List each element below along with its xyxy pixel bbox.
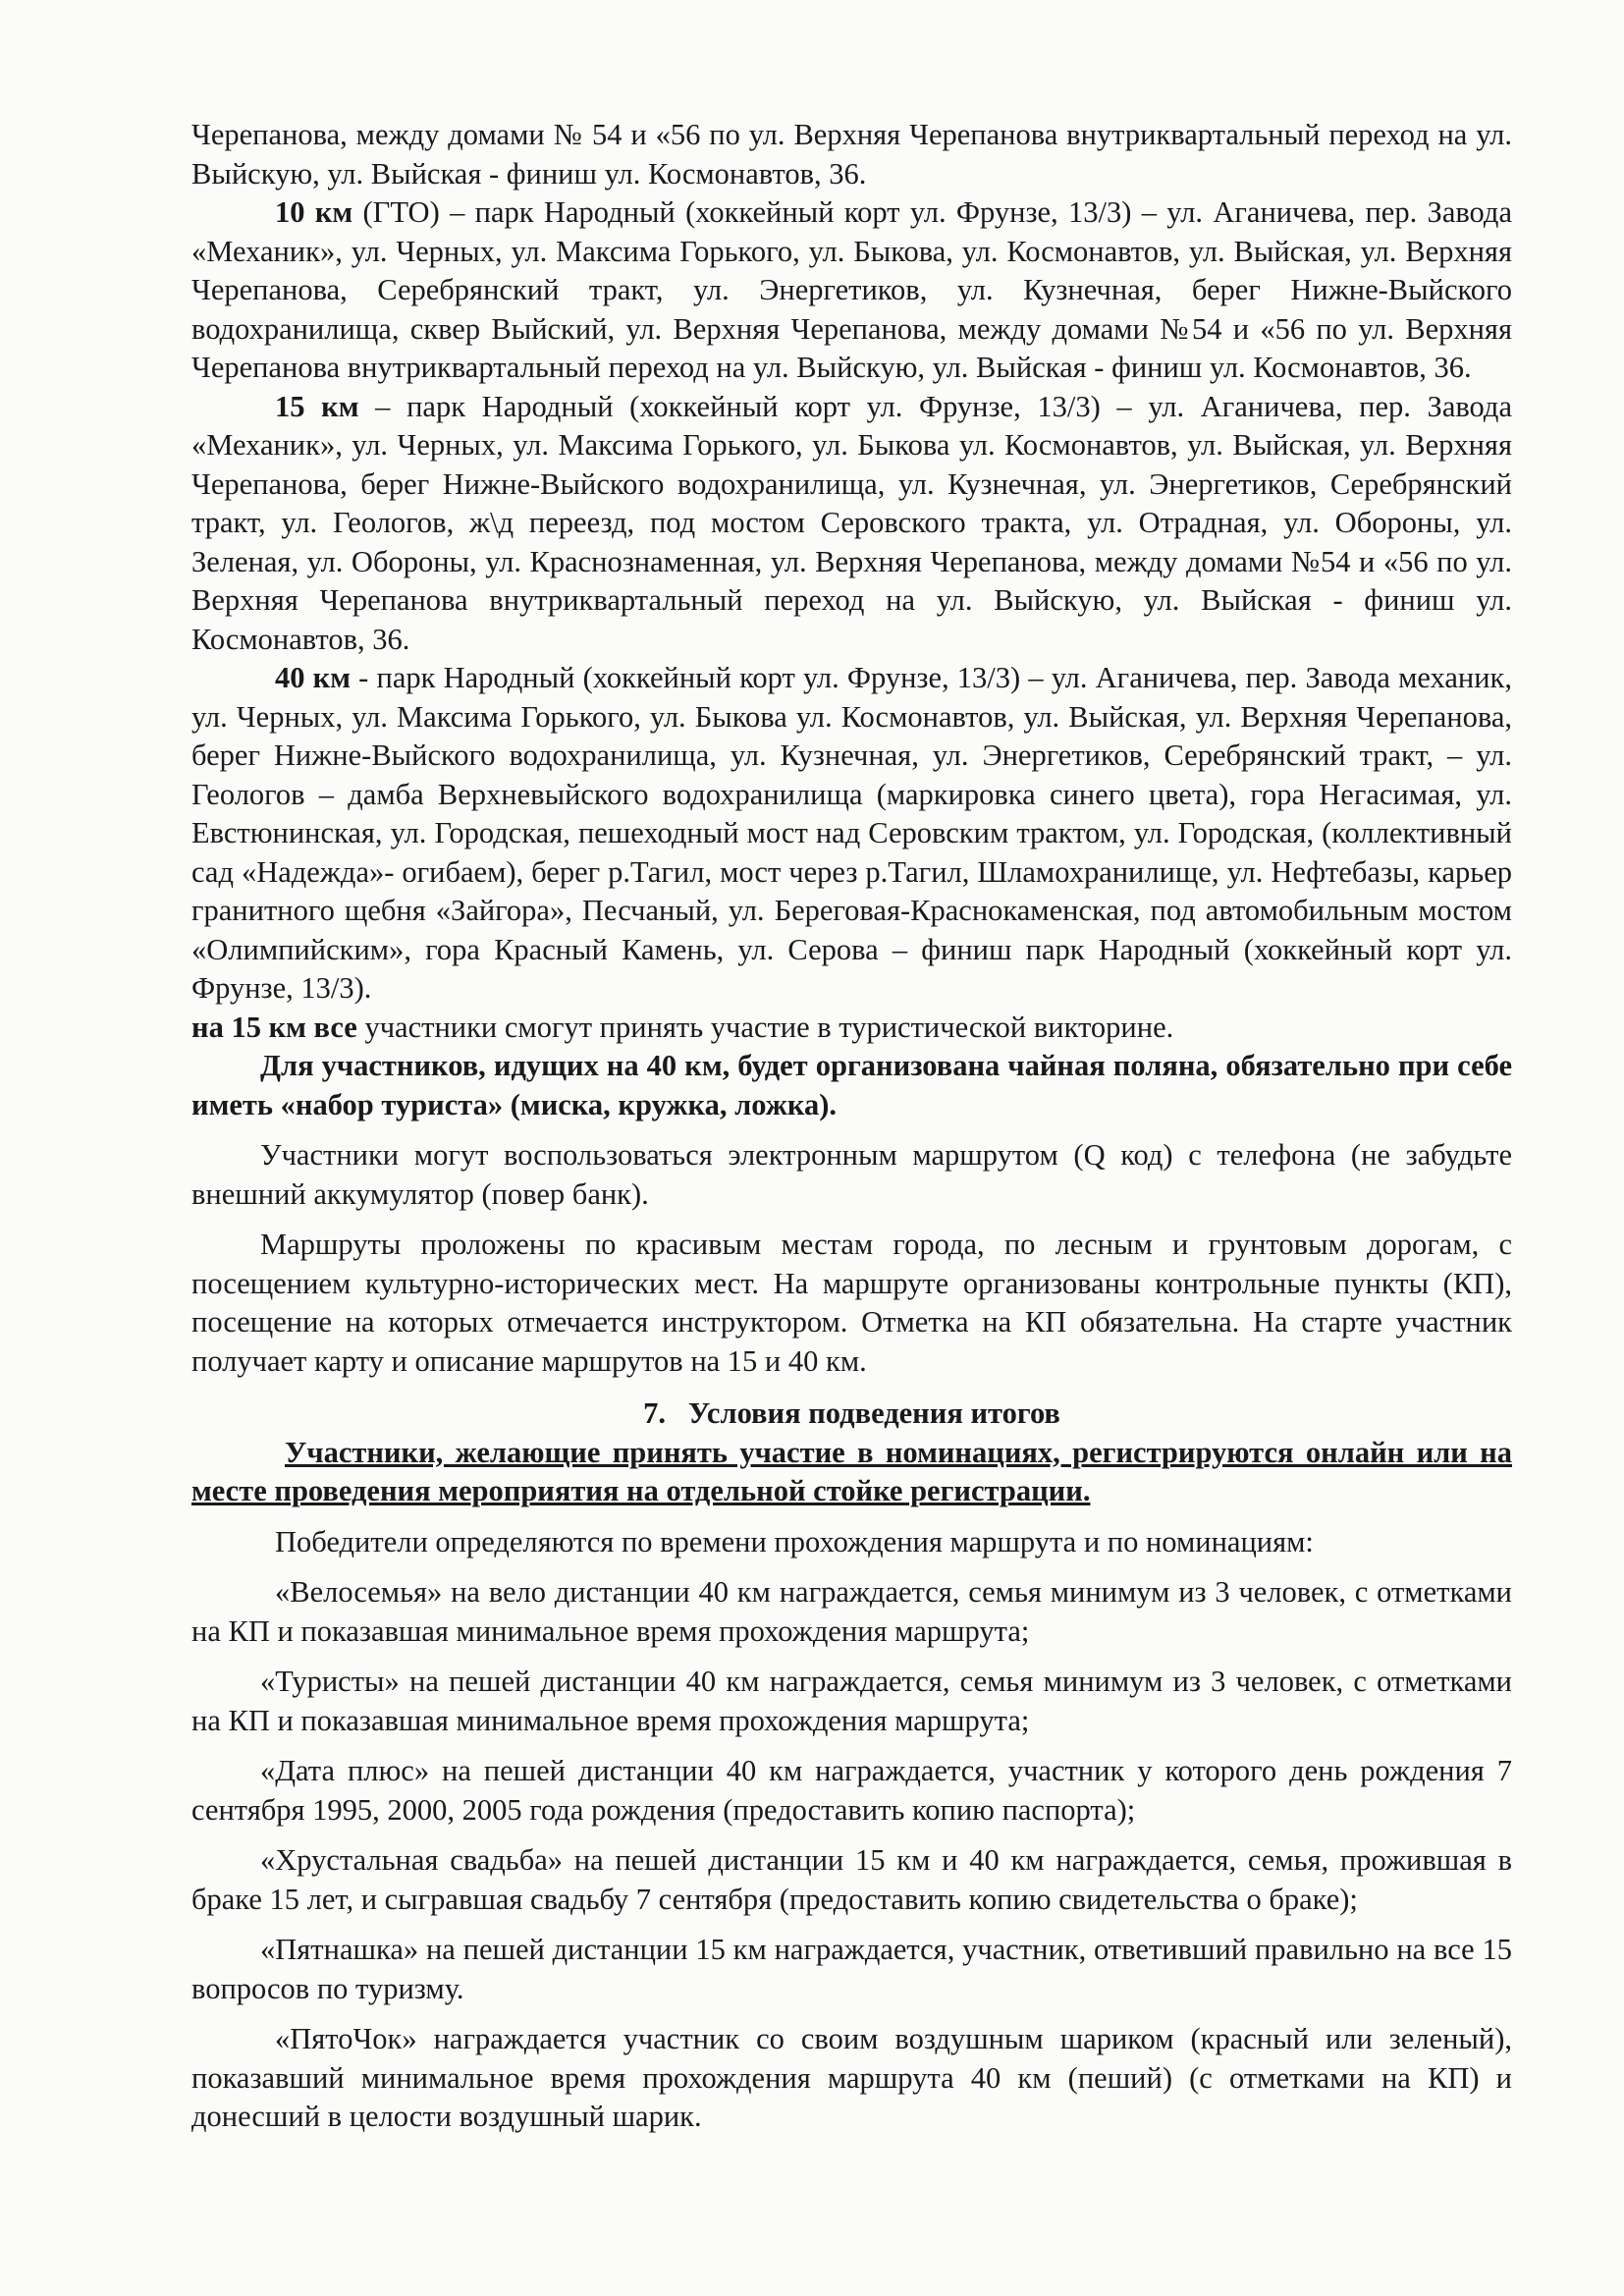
- route-10km-text: (ГТО) – парк Народный (хоккейный корт ул. Фрунзе, 13/3) – ул. Аганичева, пер. Завода «Механик», ул. Черных, ул. Максима Горького, ул. Быкова, ул. Космонавтов, ул. Выйская, ул. Верхняя Черепанова, Серебрянский тракт, ул. Энергетиков, ул. Кузнечная, берег Нижне-Выйского водохранилища, сквер Выйский, ул. Верхняя Черепанова, между домами №54 и «56 по ул. Верхняя Черепанова внутриквартальный переход на ул. Выйскую, ул. Выйская - финиш ул. Космонавтов, 36.: [191, 195, 1512, 384]
- nomination-turisty: «Туристы» на пешей дистанции 40 км награждается, семья минимум из 3 человек, с отметками на КП и показавшая минимальное время прохождения маршрута;: [191, 1665, 1512, 1737]
- nomination-crystal-wedding: «Хрустальная свадьба» на пешей дистанции 15 км и 40 км награждается, семья, прожившая в браке 15 лет, и сыгравшая свадьбу 7 сентября (предоставить копию свидетельства о браке);: [191, 1843, 1512, 1916]
- section-number: 7.: [643, 1396, 666, 1430]
- quiz-bold-text: на 15 км все: [191, 1010, 357, 1044]
- document-body: [191, 116, 1512, 2137]
- registration-notice: Участники, желающие принять участие в номинациях, регистрируются онлайн или на месте проведения мероприятия на отдельной стойке регистрации.: [191, 1435, 1512, 1507]
- route-15km-label: 15 км: [275, 389, 359, 423]
- route-15km-paragraph: [191, 388, 1512, 660]
- winners-intro: Победители определяются по времени прохождения маршрута и по номинациям:: [275, 1524, 1314, 1558]
- route-40km-text: - парк Народный (хоккейный корт ул. Фрунзе, 13/3) – ул. Аганичева, пер. Завода механик, ул. Черных, ул. Максима Горького, ул. Быкова ул. Космонавтов, ул. Выйская, ул. Верхняя Черепанова, берег Нижне-Выйского водохранилища, ул. Кузнечная, ул. Энергетиков, Серебрянский тракт, – ул. Геологов – дамба Верхневыйского водохранилища (маркировка синего цвета), гора Негасимая, ул. Евстюнинская, ул. Городская, пешеходный мост над Серовским трактом, ул. Городская, (коллективный сад «Надежда»- огибаем), берег р.Тагил, мост через р.Тагил, Шламохранилище, ул. Нефтебазы, карьер гранитного щебня «Зайгора», Песчаный, ул. Береговая-Краснокаменская, под автомобильным мостом «Олимпийским», гора Красный Камень, ул. Серова – финиш парк Народный (хоккейный корт ул. Фрунзе, 13/3).: [191, 661, 1512, 1005]
- quiz-text: участники смогут принять участие в туристической викторине.: [356, 1010, 1174, 1044]
- section-title: Условия подведения итогов: [687, 1396, 1060, 1430]
- routes-description-paragraph: Маршруты проложены по красивым местам города, по лесным и грунтовым дорогам, с посещением культурно-исторических мест. На маршруте организованы контрольные пункты (КП), посещение на которых отмечается инструктором. Отметка на КП обязательна. На старте участник получает карту и описание маршрутов на 15 и 40 км.: [191, 1228, 1512, 1378]
- section-heading: [191, 1394, 1512, 1434]
- quiz-paragraph: [191, 1009, 1512, 1048]
- route-10km-paragraph: [191, 193, 1512, 388]
- nomination-data-plus: «Дата плюс» на пешей дистанции 40 км награждается, участник у которого день рождения 7 сентября 1995, 2000, 2005 года рождения (предоставить копию паспорта);: [191, 1754, 1512, 1827]
- electronic-route-paragraph: Участники могут воспользоваться электронным маршрутом (Q код) с телефона (не забудьте внешний аккумулятор (повер банк).: [191, 1138, 1512, 1211]
- nomination-velosemya: «Велосемья» на вело дистанции 40 км награждается, семья минимум из 3 человек, с отметками на КП и показавшая минимальное время прохождения маршрута;: [191, 1575, 1512, 1648]
- route-10km-label: 10 км: [275, 195, 353, 229]
- tea-notice-paragraph: Для участников, идущих на 40 км, будет организована чайная поляна, обязательно при себе иметь «набор туриста» (миска, кружка, ложка).: [191, 1049, 1512, 1121]
- route-15km-text: – парк Народный (хоккейный корт ул. Фрунзе, 13/3) – ул. Аганичева, пер. Завода «Механик», ул. Черных, ул. Максима Горького, ул. Быкова ул. Космонавтов, ул. Выйская, ул. Верхняя Черепанова, берег Нижне-Выйского водохранилища, ул. Кузнечная, ул. Энергетиков, Серебрянский тракт, ул. Геологов, ж\д переезд, под мостом Серовского тракта, ул. Отрадная, ул. Обороны, ул. Зеленая, ул. Обороны, ул. Краснознаменная, ул. Верхняя Черепанова, между домами №54 и «56 по ул. Верхняя Черепанова внутриквартальный переход на ул. Выйскую, ул. Выйская - финиш ул. Космонавтов, 36.: [191, 389, 1512, 656]
- nomination-pyatochok: «ПятоЧок» награждается участник со своим воздушным шариком (красный или зеленый), показавший минимальное время прохождения маршрута 40 км (пеший) (с отметками на КП) и донесший в целости воздушный шарик.: [191, 2022, 1512, 2133]
- route-intro-paragraph: Черепанова, между домами № 54 и «56 по ул. Верхняя Черепанова внутриквартальный переход на ул. Выйскую, ул. Выйская - финиш ул. Космонавтов, 36.: [191, 118, 1512, 191]
- nomination-pyatnashka: «Пятнашка» на пешей дистанции 15 км награждается, участник, ответивший правильно на все 15 вопросов по туризму.: [191, 1933, 1512, 2005]
- route-40km-label: 40 км: [275, 661, 352, 694]
- route-40km-paragraph: [191, 659, 1512, 1009]
